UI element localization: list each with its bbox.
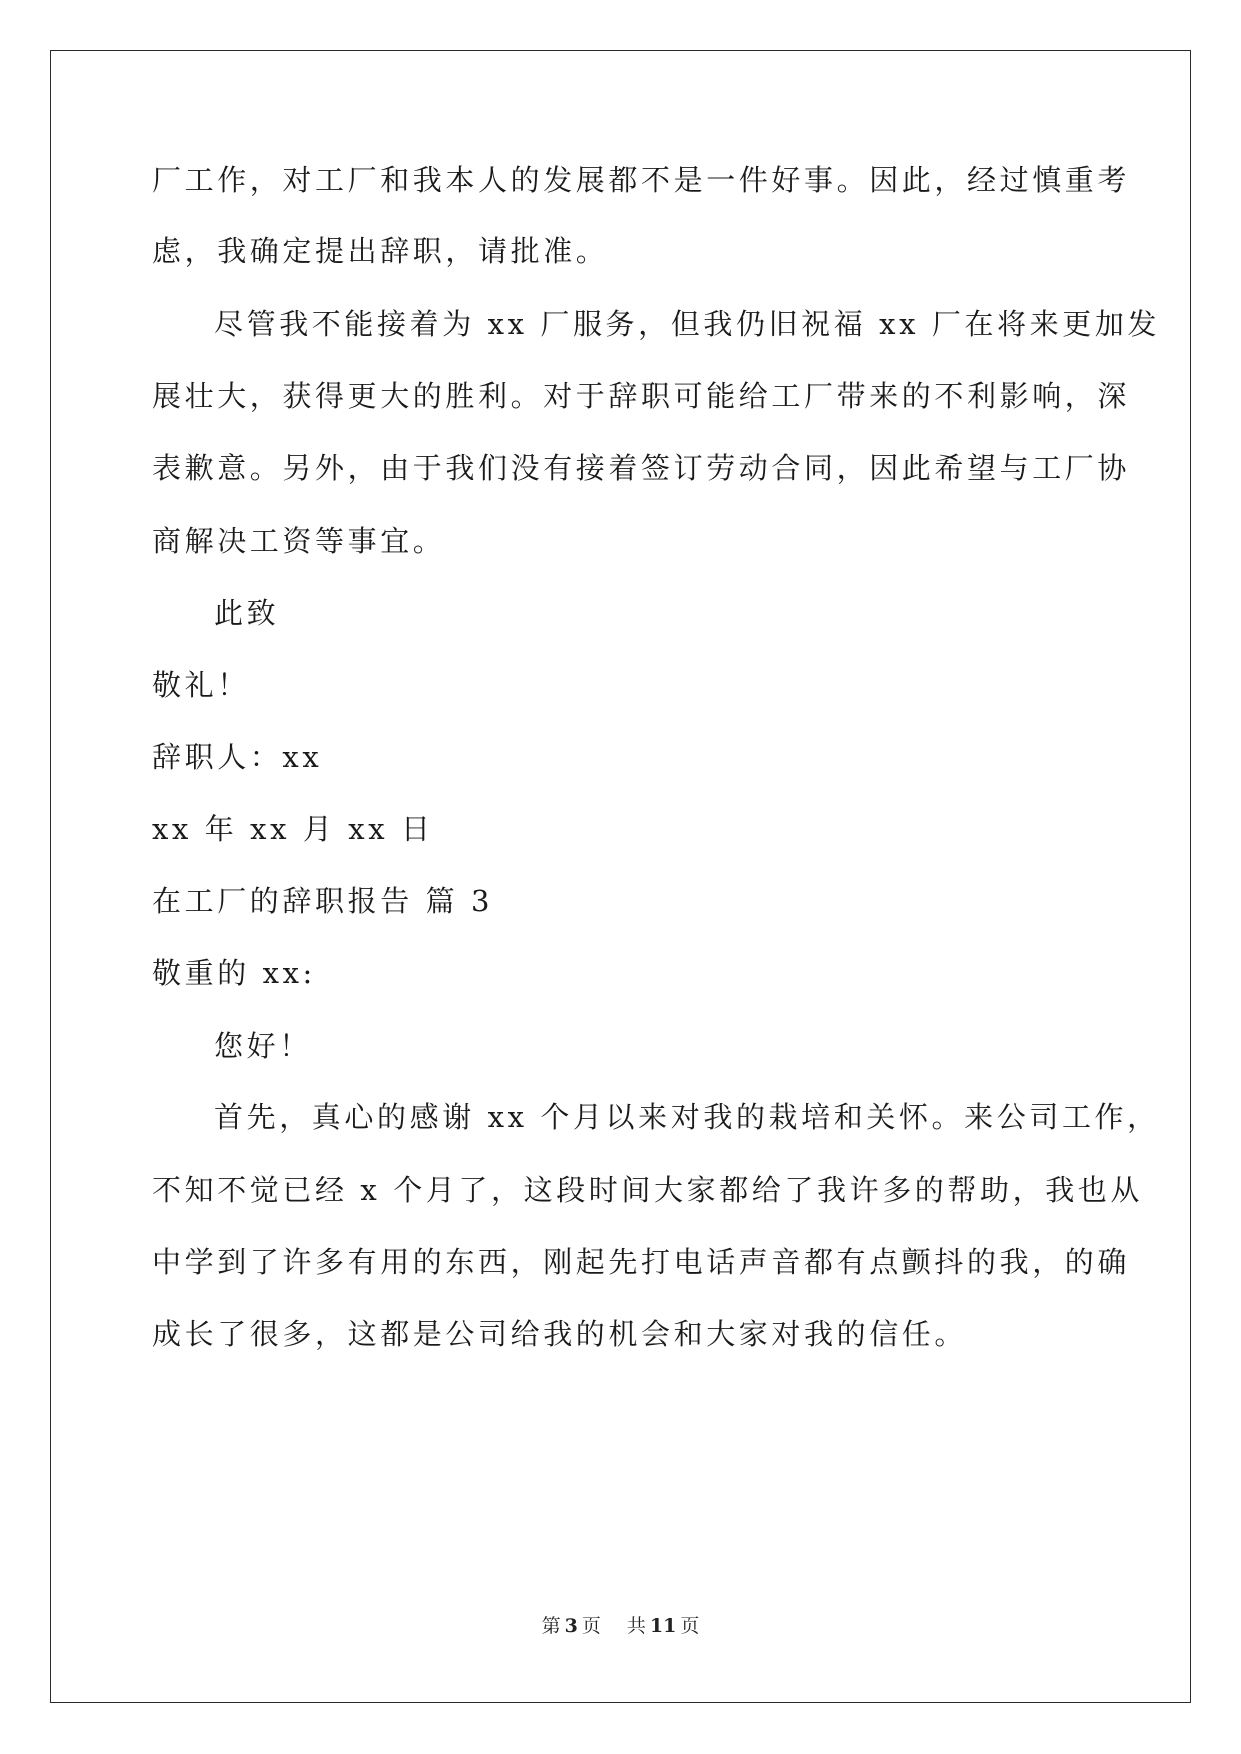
paragraph-line: 不知不觉已经 x 个月了，这段时间大家都给了我许多的帮助，我也从 [152, 1173, 1143, 1207]
page-suffix: 页 [581, 1615, 601, 1637]
salutation-line: 敬重的 xx: [152, 956, 316, 990]
signature-line: 辞职人：xx [152, 740, 323, 774]
page-prefix: 第 [541, 1615, 561, 1637]
paragraph-line: 尽管我不能接着为 xx 厂服务，但我仍旧祝福 xx 厂在将来更加发 [214, 307, 1161, 341]
date-line: xx 年 xx 月 xx 日 [152, 812, 434, 846]
paragraph-line: 中学到了许多有用的东西，刚起先打电话声音都有点颤抖的我，的确 [152, 1245, 1131, 1279]
paragraph-line: 首先，真心的感谢 xx 个月以来对我的栽培和关怀。来公司工作， [214, 1100, 1160, 1134]
total-page-count: 11 [649, 1615, 677, 1637]
paragraph-line: 虑，我确定提出辞职，请批准。 [152, 234, 609, 268]
total-suffix: 页 [680, 1615, 700, 1637]
total-prefix: 共 [626, 1615, 646, 1637]
page-number-footer [0, 1614, 1241, 1638]
greeting-line: 您好！ [214, 1029, 312, 1063]
paragraph-line: 商解决工资等事宜。 [152, 524, 446, 558]
section-heading: 在工厂的辞职报告 篇 3 [152, 884, 494, 918]
paragraph-line: 表歉意。另外，由于我们没有接着签订劳动合同，因此希望与工厂协 [152, 451, 1131, 485]
closing-salutation: 此致 [214, 596, 280, 630]
paragraph-line: 厂工作，对工厂和我本人的发展都不是一件好事。因此，经过慎重考 [152, 163, 1131, 197]
current-page-number: 3 [564, 1615, 578, 1637]
paragraph-line: 展壮大，获得更大的胜利。对于辞职可能给工厂带来的不利影响，深 [152, 379, 1131, 413]
paragraph-line: 成长了很多，这都是公司给我的机会和大家对我的信任。 [152, 1317, 968, 1351]
closing-regards: 敬礼！ [152, 668, 250, 702]
page-border [50, 50, 1191, 1703]
